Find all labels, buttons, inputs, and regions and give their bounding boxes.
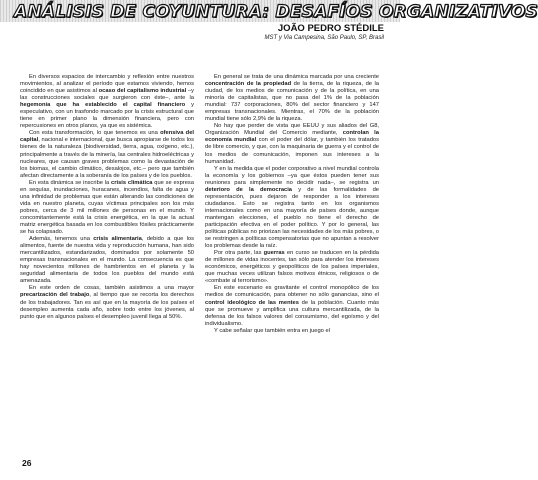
text-run: –y las construcciones sociales que surgieron con éste–, ante la [20,88,195,102]
paragraph [205,285,379,327]
text-run: y especulativo, con un trasfondo marcado por la crisis estructural que tiene en primer plano la dimensión financiera, pero con repercusiones en otros planos, ya que es sistémica. [20,102,194,130]
text-run: En este escenario es gravitante el control monopólico de los medios de comunicación, para obtener no sólo ganancias, sino el [205,285,379,299]
bold-phrase: crisis climática [111,179,153,186]
text-run: de la población. Cuanto más que se promueve y amplifica una cultura mercantilizada, de la defensa de los falsos valores del consumismo, del egoísmo y del individualismo. [205,299,379,327]
bold-phrase: deterioro de la democracia [205,186,293,193]
text-run: en curso se traducen en la pérdida de millones de vidas inocentes, tan sólo para atender los intereses económicos, energéticos y geopolíticos de los países imperiales, que muchas veces utilizan falsos motivos étnicos, religiosos o de «combate al terrorismo». [205,250,379,285]
bold-phrase: ofensiva del capital [20,130,194,144]
text-run: con el poder del dólar, y también los tratados de libre comercio, y que, con la maquinaria de guerra y el control de los medios de comunicación, imponen sus intereses a la humanidad. [205,137,379,165]
text-run: Además, tenemos una [29,236,94,243]
text-run: No hay que perder de vista que EEUU y sus aliados del G8, Organización Mundial del Comercio mediante, [205,123,379,137]
text-run: En general se trata de una dinámica marcada por una creciente [214,74,379,80]
text-run: , debido a que los alimentos, fuente de nuestra vida y reproducción humana, han sido mercantilizados, estandarizados, dominados por solamente 50 empresas transnacionales en el mundo. La consecuencia es que hay novecientos millones de hambrientos en el planeta y la seguridad alimentaria de todos los pueblos del mundo está amenazada. [20,236,194,285]
bold-phrase: control ideológico de las mentes [205,299,299,306]
text-run: En este orden de cosas, también asistimos a una mayor [29,285,194,292]
paragraph [205,166,379,251]
text-run: de la tierra, de la riqueza, de la ciudad, de los medios de comunicación y de la política, en una minoría de capitalistas, que no pasa del 1% de la población mundial: 737 corporaciones, 80% del sector financiero y 147 empresas transnacionales. Mientras, el 70% de la población mundial tiene sólo 2,9% de la riqueza. [205,81,379,123]
text-run: , al tiempo que se recorta los derechos de los trabajadores. Tan es así que en la mayoría de los países el desempleo aumenta cada año, sobre todo entre los jóvenes, al punto que en algunos países el desempleo juvenil llega al 50%. [20,292,194,320]
text-run: Con esta transformación, lo que tenemos es una [29,130,161,137]
bold-phrase: precarización del trabajo [20,292,90,299]
paragraph [205,328,379,335]
right-column [205,74,379,335]
text-run: y de las formalidades de representación, pues dejaron de responder a los intereses ciudadanos. Esto se registra tanto en los organismos internacionales como en una mayoría de países donde, aunque mantengan elecciones, el pueblo no tiene el derecho de participación efectiva en el poder político. Y por lo general, las políticas públicas no priorizan las necesidades de los más pobres, o se restringen a políticas compensatorias que no apuntan a resolver los problemas desde la raíz. [205,186,379,250]
author-name: JOÃO PEDRO STÉDILE [277,23,384,34]
left-column [20,74,194,321]
bold-phrase: hegemonía que ha establecido el capital financiero [20,102,186,109]
paragraph [20,74,194,130]
paragraph [205,123,379,165]
author-affiliation: MST y Via Campesina, São Paulo, SP, Brasil [264,35,384,41]
paragraph [20,236,194,285]
text-run: Y en la medida que el poder corporativo a nivel mundial controla la economía y los gobiernos –ya que éstos pueden tener sus reuniones para simplemente no decidir nada–, se registra un [205,165,379,186]
text-run: En esta dinámica se inscribe la [29,179,112,186]
bold-phrase: controlan la economía mundial [205,130,379,144]
text-run: Y cabe señalar que también entra en juego el [214,327,330,334]
page-number: 26 [22,458,32,468]
paragraph [20,285,194,320]
text-run: En diversos espacios de intercambio y reflexión entre nuestros movimientos, al analizar el período que estamos viviendo, hemos coincidido en que asistimos al [20,74,194,95]
paragraph [20,130,194,179]
paragraph [205,74,379,123]
bold-phrase: concentración de la propiedad [205,81,292,88]
text-run: Por otra parte, las [214,250,264,257]
bold-phrase: ocaso del capitalismo industrial [98,88,187,95]
text-run: , nacional e internacional, que busca apropiarse de todos los bienes de la naturaleza (biodiversidad, tierra, agua, oxígeno, etc.), principalmente a través de la minería, las centrales hidroeléctricas y nucleares, que causan graves problemas como la devastación de los biomas, el cambio climático, desalojos, etc.– pero que también afectan directamente a la soberanía de los países y de los pueblos. [20,137,194,179]
paragraph [205,250,379,285]
text-run: que se expresa en sequías, inundaciones, huracanes, incendios, falta de agua y una infinidad de problemas que están alterando las condiciones de vida en nuestro planeta, cuyas víctimas principales son los más pobres, cerca de 3 mil millones de personas en el mundo. Y concomitantemente está la crisis energética, en la que la actual matriz energética basada en los combustibles fósiles prácticamente se ha colapsado. [20,179,194,236]
paragraph [20,180,194,236]
article-title: ANÁLISIS DE COYUNTURA: DESAFÍOS ORGANIZATIVOS [14,2,538,22]
bold-phrase: guerras [263,250,285,257]
bold-phrase: crisis alimentaria [93,236,142,243]
